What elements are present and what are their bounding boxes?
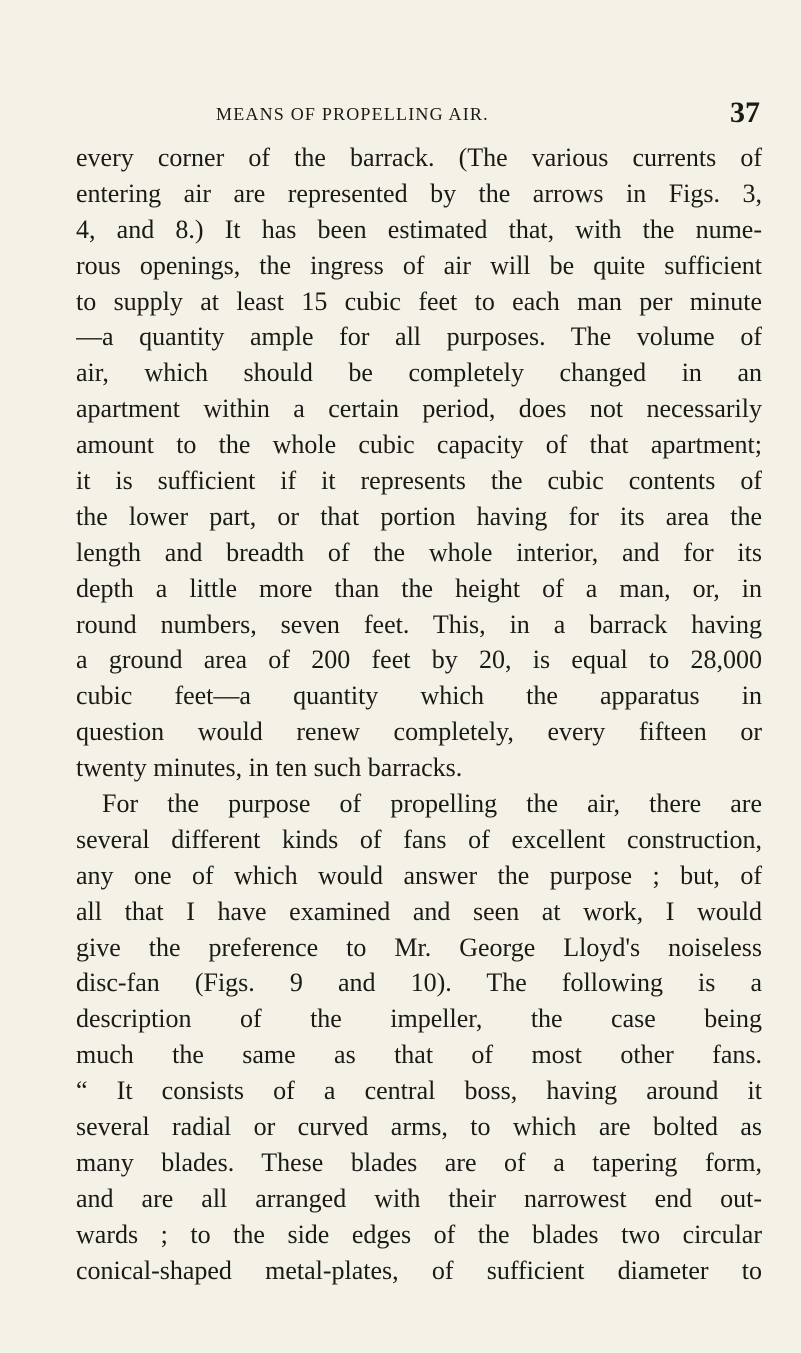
text-line: “ It consists of a central boss, having around it [76,1076,762,1106]
text-line: description of the impeller, the case being [76,1004,762,1034]
text-line: several different kinds of fans of excellent construction, [76,824,762,854]
text-line: entering air are represented by the arrows in Figs. 3, [76,178,762,208]
text-line: twenty minutes, in ten such barracks. [76,753,463,783]
text-line: any one of which would answer the purpose ; but, of [76,860,762,890]
text-line: a ground area of 200 feet by 20, is equal to 28,000 [76,645,762,675]
page-number: 37 [730,96,760,129]
text-line: to supply at least 15 cubic feet to each man per minute [76,286,762,316]
text-line: all that I have examined and seen at work, I would [76,896,762,926]
text-line: air, which should be completely changed in an [76,358,762,388]
running-title: MEANS OF PROPELLING AIR. [216,104,489,124]
text-line: conical-shaped metal-plates, of sufficient diameter to [76,1255,762,1285]
text-line: several radial or curved arms, to which are bolted as [76,1112,762,1142]
text-line: many blades. These blades are of a tapering form, [76,1147,762,1177]
text-line: 4, and 8.) It has been estimated that, with the nume- [76,214,762,244]
text-line: rous openings, the ingress of air will be quite sufficient [76,250,762,280]
text-line: amount to the whole cubic capacity of that apartment; [76,430,762,460]
text-line: round numbers, seven feet. This, in a barrack having [76,609,762,639]
running-head [76,98,760,132]
text-line: the lower part, or that portion having for its area the [76,501,762,531]
text-line: length and breadth of the whole interior, and for its [76,537,762,567]
text-line: wards ; to the side edges of the blades two circular [76,1219,762,1249]
text-line: every corner of the barrack. (The various currents of [76,143,762,172]
text-line: —a quantity ample for all purposes. The volume of [76,322,762,352]
text-line: give the preference to Mr. George Lloyd's noiseless [76,932,762,962]
text-line: and are all arranged with their narrowest end out- [76,1183,762,1213]
text-line: much the same as that of most other fans. [76,1040,762,1070]
text-line: depth a little more than the height of a man, or, in [76,573,762,603]
body-text [76,140,762,1289]
text-line: disc-fan (Figs. 9 and 10). The following is a [76,968,762,998]
text-line: question would renew completely, every fifteen or [76,717,762,747]
text-line: cubic feet—a quantity which the apparatus in [76,681,762,711]
text-line: it is sufficient if it represents the cubic contents of [76,466,762,496]
text-line: apartment within a certain period, does not necessarily [76,394,762,424]
text-line: For the purpose of propelling the air, there are [102,789,762,819]
